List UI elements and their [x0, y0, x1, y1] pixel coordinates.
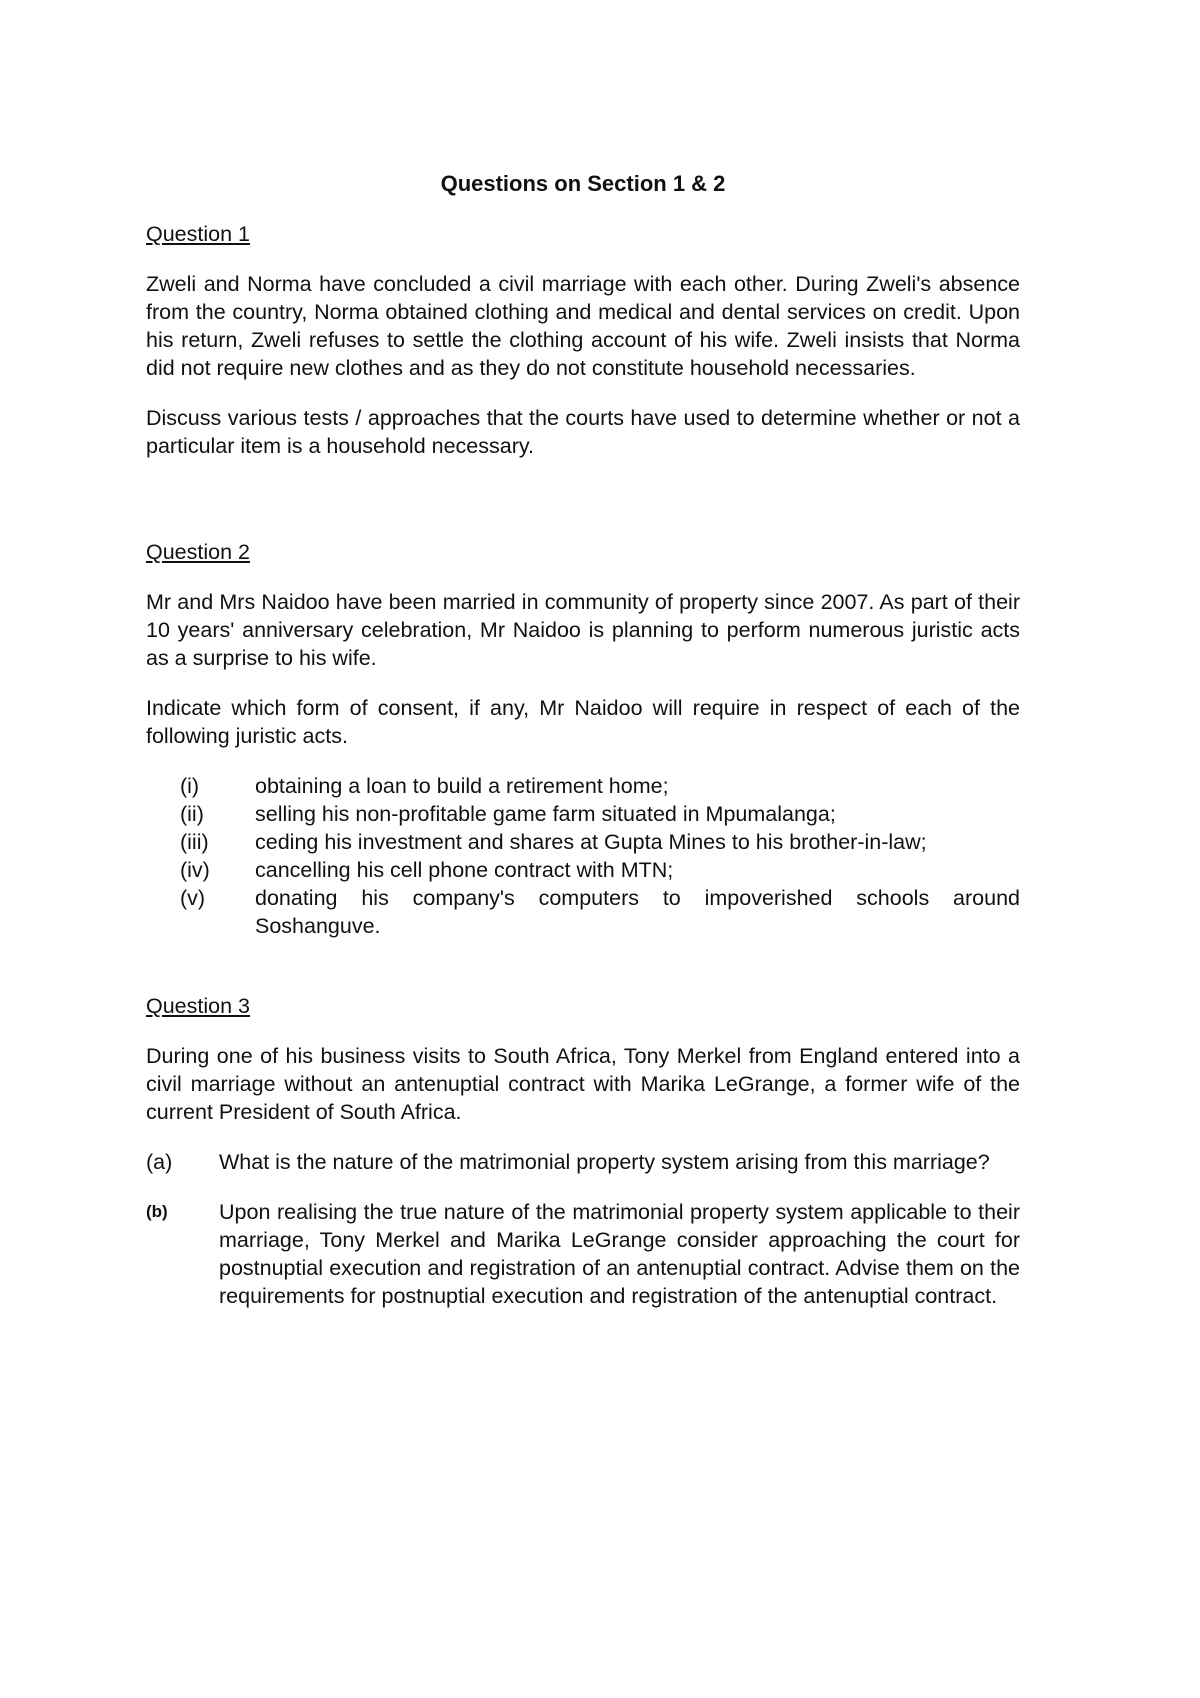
- part-a-text: What is the nature of the matrimonial property system arising from this marriage?: [219, 1150, 990, 1174]
- list-item-text: cancelling his cell phone contract with MTN;: [255, 858, 674, 882]
- part-a-label: (a): [146, 1150, 173, 1174]
- question-3-part-b: [146, 1198, 1020, 1310]
- list-item: [180, 884, 1020, 940]
- list-item-text: donating his company's computers to impoverished schools around Soshanguve.: [255, 886, 1020, 938]
- part-b-label: (b): [146, 1202, 168, 1221]
- list-item: [180, 828, 1020, 856]
- list-item-text: ceding his investment and shares at Gupta Mines to his brother-in-law;: [255, 830, 927, 854]
- question-2-heading: Question 2: [146, 540, 250, 564]
- list-item-number: (i): [180, 774, 200, 798]
- spacer: [146, 482, 1020, 538]
- list-item: [180, 856, 1020, 884]
- list-item: [180, 772, 1020, 800]
- question-1-paragraph-1: Zweli and Norma have concluded a civil marriage with each other. During Zweli's absence from the country, Norma obtained clothing and medical and dental services on credit. Upon his return, Zweli refuses to settle the clothing account of his wife. Zweli insists that Norma did not require new clothes and as they do not constitute household necessaries.: [146, 272, 1020, 380]
- question-1-heading: Question 1: [146, 222, 250, 246]
- question-2-paragraph-1: Mr and Mrs Naidoo have been married in community of property since 2007. As part of their 10 years' anniversary celebration, Mr Naidoo is planning to perform numerous juristic acts as a surprise to his wife.: [146, 590, 1020, 670]
- list-item-number: (ii): [180, 802, 204, 826]
- document-content: [146, 170, 1020, 1332]
- list-item-text: selling his non-profitable game farm situated in Mpumalanga;: [255, 802, 836, 826]
- list-item: [180, 800, 1020, 828]
- page-title: Questions on Section 1 & 2: [440, 171, 726, 196]
- list-item-text: obtaining a loan to build a retirement home;: [255, 774, 669, 798]
- list-item-number: (iv): [180, 858, 210, 882]
- question-3-part-a: [146, 1148, 1020, 1176]
- question-3-paragraph-1: During one of his business visits to South Africa, Tony Merkel from England entered into a civil marriage without an antenuptial contract with Marika LeGrange, a former wife of the current President of South Africa.: [146, 1044, 1020, 1124]
- list-item-number: (iii): [180, 830, 209, 854]
- question-3-heading: Question 3: [146, 994, 250, 1018]
- question-2-paragraph-2: Indicate which form of consent, if any, Mr Naidoo will require in respect of each of the following juristic acts.: [146, 696, 1020, 748]
- juristic-acts-list: [146, 772, 1020, 940]
- question-1-paragraph-2: Discuss various tests / approaches that the courts have used to determine whether or not a particular item is a household necessary.: [146, 406, 1020, 458]
- part-b-text: Upon realising the true nature of the matrimonial property system applicable to their marriage, Tony Merkel and Marika LeGrange consider approaching the court for postnuptial execution and registration of an antenuptial contract. Advise them on the requirements for postnuptial execution and registration of the antenuptial contract.: [219, 1200, 1020, 1308]
- list-item-number: (v): [180, 886, 206, 910]
- spacer: [146, 962, 1020, 992]
